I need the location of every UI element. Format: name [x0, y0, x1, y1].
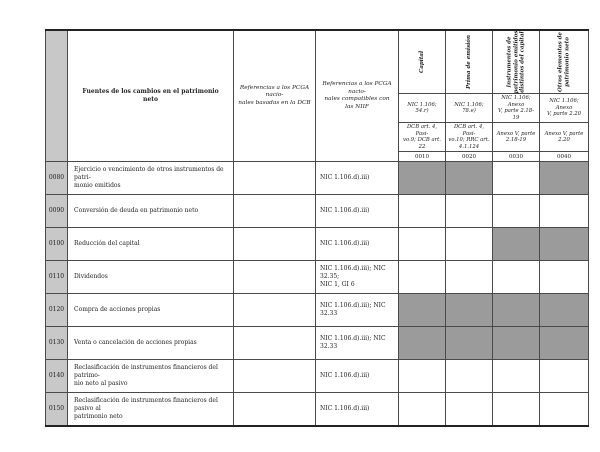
table-row — [46, 228, 589, 261]
value-cell[interactable] — [446, 393, 493, 427]
value-cell[interactable] — [540, 393, 589, 427]
table — [45, 29, 589, 427]
value-cell[interactable] — [493, 261, 540, 294]
row-ref-niif: NIC 1.106.d).iii); NIC 32.33 — [316, 327, 399, 360]
row-ref-dcb — [234, 393, 316, 427]
value-cell-disabled — [540, 228, 589, 261]
row-description: Compra de acciones propias — [68, 294, 234, 327]
table-row — [46, 162, 589, 195]
table-row — [46, 294, 589, 327]
row-code: 0090 — [46, 195, 68, 228]
value-cell-disabled — [446, 294, 493, 327]
value-cell-disabled — [540, 294, 589, 327]
row-ref-dcb — [234, 327, 316, 360]
value-cell[interactable] — [399, 228, 446, 261]
column-ref2: DCB art. 4, Pasi- vo.10; RRC art. 4.1.124 — [446, 123, 493, 152]
column-title-instrumentos: Instrumentos de patrimonio emitidos distintos del capital — [493, 30, 540, 94]
value-cell[interactable] — [399, 393, 446, 427]
header-description: Fuentes de los cambios en el patrimonio neto — [68, 30, 234, 162]
row-code: 0150 — [46, 393, 68, 427]
row-ref-dcb — [234, 360, 316, 393]
table-row — [46, 195, 589, 228]
row-description: Reducción del capital — [68, 228, 234, 261]
row-ref-niif: NIC 1.106.d).iii) — [316, 360, 399, 393]
row-description: Reclasificación de instrumentos financieros del patrimo- nio neto al pasivo — [68, 360, 234, 393]
column-ref2: Anexo V, parte 2.18-19 — [493, 123, 540, 152]
column-ref2: DCB art. 4, Pasi- vo.9; DCB art. 22 — [399, 123, 446, 152]
header-row-titles — [46, 30, 589, 94]
table-row — [46, 360, 589, 393]
row-code: 0100 — [46, 228, 68, 261]
table-row — [46, 327, 589, 360]
row-description: Reclasificación de instrumentos financieros del pasivo al patrimonio neto — [68, 393, 234, 427]
column-ref1: NIC 1.106; Anexo V, parte 2.20 — [540, 94, 589, 123]
value-cell-disabled — [493, 228, 540, 261]
value-cell[interactable] — [493, 162, 540, 195]
row-ref-niif: NIC 1.106.d).iii) — [316, 228, 399, 261]
row-ref-dcb — [234, 162, 316, 195]
value-cell[interactable] — [540, 360, 589, 393]
row-description: Dividendos — [68, 261, 234, 294]
column-code: 0010 — [399, 152, 446, 162]
equity-changes-table — [45, 29, 589, 427]
value-cell[interactable] — [540, 261, 589, 294]
value-cell[interactable] — [399, 195, 446, 228]
header-ref-niif: Referencias a los PCGA nacio- nales compatibles con las NIIF — [316, 30, 399, 162]
column-code: 0020 — [446, 152, 493, 162]
value-cell[interactable] — [493, 360, 540, 393]
row-description: Venta o cancelación de acciones propias — [68, 327, 234, 360]
row-ref-niif: NIC 1.106.d).iii); NIC 32.33 — [316, 294, 399, 327]
column-ref1: NIC 1.106; 78.e) — [446, 94, 493, 123]
row-ref-niif: NIC 1.106.d).iii) — [316, 393, 399, 427]
value-cell[interactable] — [446, 195, 493, 228]
row-ref-niif: NIC 1.106.d).iii) — [316, 195, 399, 228]
row-code: 0120 — [46, 294, 68, 327]
row-code: 0130 — [46, 327, 68, 360]
value-cell[interactable] — [446, 360, 493, 393]
value-cell-disabled — [399, 327, 446, 360]
row-ref-niif: NIC 1.106.d).iii); NIC 32.35; NIC 1, GI 6 — [316, 261, 399, 294]
value-cell[interactable] — [493, 195, 540, 228]
row-description: Ejercicio o vencimiento de otros instrumentos de patri- monio emitidos — [68, 162, 234, 195]
value-cell[interactable] — [399, 360, 446, 393]
value-cell-disabled — [493, 294, 540, 327]
value-cell-disabled — [540, 162, 589, 195]
table-body — [46, 162, 589, 427]
row-code: 0110 — [46, 261, 68, 294]
value-cell-disabled — [540, 327, 589, 360]
column-code: 0040 — [540, 152, 589, 162]
row-ref-dcb — [234, 195, 316, 228]
value-cell[interactable] — [399, 261, 446, 294]
value-cell[interactable] — [446, 228, 493, 261]
value-cell-disabled — [446, 162, 493, 195]
row-description: Conversión de deuda en patrimonio neto — [68, 195, 234, 228]
column-title-capital: Capital — [399, 30, 446, 94]
column-ref2: Anexo V, parte 2.20 — [540, 123, 589, 152]
column-ref1: NIC 1.106; Anexo V, parte 2.18-19 — [493, 94, 540, 123]
row-code: 0140 — [46, 360, 68, 393]
value-cell-disabled — [446, 327, 493, 360]
value-cell-disabled — [399, 294, 446, 327]
table-row — [46, 261, 589, 294]
column-code: 0030 — [493, 152, 540, 162]
row-ref-dcb — [234, 294, 316, 327]
value-cell-disabled — [399, 162, 446, 195]
header-ref-dcb: Referencias a los PCGA nacio- nales basadas en la DCB — [234, 30, 316, 162]
table-row — [46, 393, 589, 427]
column-title-prima: Prima de emisión — [446, 30, 493, 94]
value-cell-disabled — [493, 327, 540, 360]
row-code: 0080 — [46, 162, 68, 195]
row-ref-dcb — [234, 261, 316, 294]
header-code-corner — [46, 30, 68, 162]
value-cell[interactable] — [446, 261, 493, 294]
column-title-otros: Otros elementos de patrimonio neto — [540, 30, 589, 94]
value-cell[interactable] — [493, 393, 540, 427]
row-ref-dcb — [234, 228, 316, 261]
row-ref-niif: NIC 1.106.d).iii) — [316, 162, 399, 195]
column-ref1: NIC 1.106; 54.r) — [399, 94, 446, 123]
value-cell[interactable] — [540, 195, 589, 228]
